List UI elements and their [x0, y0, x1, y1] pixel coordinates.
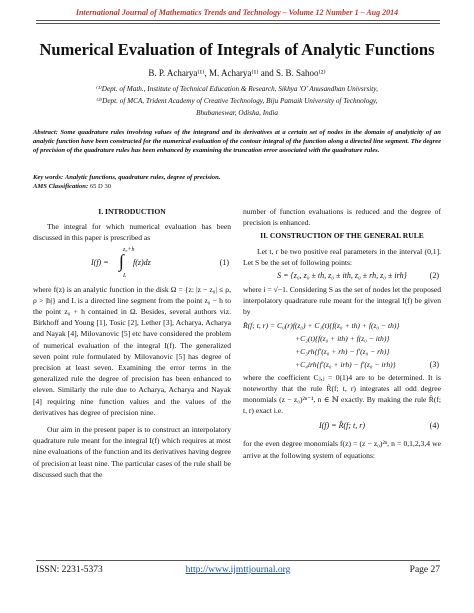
- eq3-line-1: R̂(f; t, r) = C₀(r)f(z₀) + C₁(t){f(z₀ + th) + f(z₀ − th)}: [243, 320, 400, 330]
- page-number: Page 27: [409, 565, 440, 575]
- eq4-body: I(f) = R̂(f; t, r): [318, 421, 366, 431]
- issn: ISSN: 2231-5373: [36, 565, 103, 575]
- abstract-text: Some quadrature rules involving values of the integrand and its derivatives at a certain set of nodes in the domain of analyticity of an analytic function have been constructed for the numerical evaluation of the contour integral of the function along a directed line segment. The degree of precision of the quadrature rules has been enhanced by examining the truncation error associated with the quadrature rules.: [33, 129, 441, 154]
- eq3-number: (3): [429, 359, 439, 369]
- journal-header: International Journal of Mathematics Trends and Technology – Volume 12 Number 1 – Aug 2014: [75, 8, 399, 17]
- intro-paragraph-1: The integral for which numerical evaluation has been discussed in this paper is prescribed as: [33, 222, 231, 243]
- eq2-body: S = {z₀, z₀ ± th, z₀ ± ith, z₀ ± rh, z₀ ± irh}: [277, 271, 407, 281]
- equation-1: [33, 244, 231, 284]
- section-heading-construction: II. CONSTRUCTION OF THE GENERAL RULE: [260, 231, 424, 241]
- construction-paragraph-3: where the coefficient Cⱼ,ⱼ = 0(1)4 are to be determined. It is noteworthy that the rule R̂(f; t, r) integrates all odd degree monomials (z − z₀)²ⁿ⁻¹, n ∈ ℕ exactly. By making the rule R̂(f; t, r) exact i.e.: [243, 372, 441, 416]
- section-heading-introduction: I. INTRODUCTION: [98, 207, 166, 216]
- abstract: [33, 129, 441, 155]
- keywords-text: Analytic functions, quadrature rules, degree of precision.: [64, 174, 221, 181]
- header-rule-2: [36, 23, 440, 24]
- ams-label: AMS Classification:: [33, 183, 89, 190]
- construction-paragraph-4: for the even degree monomials f(z) = (z − z₀)²ⁿ, n = 0,1,2,3,4 we arrive at the following system of equations:: [243, 439, 441, 460]
- equation-2: [243, 268, 441, 284]
- affiliation-2: ⁽²⁾Dept. of MCA, Trident Academy of Creative Technology, Biju Patnaik University of Technology,: [96, 97, 378, 105]
- eq1-integrand: f(z)dz: [133, 257, 151, 267]
- equation-3: [243, 320, 441, 372]
- eq3-line-4: +C₄irh{f′(z₀ + irh) − f′(z₀ − irh)}: [295, 359, 396, 369]
- right-column: [243, 206, 441, 461]
- author-list: B. P. Acharya⁽¹⁾, M. Acharya⁽¹⁾ and S. B. Sahoo⁽²⁾: [148, 68, 326, 78]
- paper-title: Numerical Evaluation of Integrals of Analytic Functions: [39, 40, 435, 59]
- right-paragraph-0: number of function evaluations is reduced and the degree of precision is enhanced.: [243, 207, 441, 228]
- intro-paragraph-2: where f(z) is an analytic function in the disk Ω = {z: |z − z₀| ≤ ρ, ρ > |h|} and L is a directed line segment from the point z₀ − h to the point z₀ + h contained in Ω. Besides, several authors viz. Birkhoff and Young [1], Tosic [2], Lether [3], Acharya, Acharya and Nayak [4], Milovanovic [5] etc have considered the problem of numerical evaluation of the integral I(f). The generalized seven point rule formulated by Milovanovic [5] has degree of precision at least seven. Examining the error terms in the generalized rule the degree of precision has been enhanced to eleven. Similarly the rule due to Acharya, Acharya and Nayak [4] requiring nine function values and the values of the derivatives has degree of precision nine.: [33, 284, 231, 417]
- equation-4: [243, 418, 441, 434]
- eq1-number: (1): [219, 257, 229, 267]
- keywords: [33, 174, 441, 183]
- eq1-lower-limit: L: [123, 272, 127, 279]
- integral-sign: ∫: [119, 250, 124, 271]
- ams-classification: [33, 183, 441, 192]
- eq3-line-3: +C₃rh{f′(z₀ + rh) − f′(z₀ − rh)}: [295, 346, 390, 356]
- abstract-label: Abstract:: [33, 129, 58, 136]
- affiliation-1: ⁽¹⁾Dept. of Math., Institute of Technical Education & Research, Sikhya 'O' Anusandhan Univsrsity,: [96, 85, 378, 93]
- ams-text: 65 D 30: [89, 183, 112, 190]
- header-rule: [36, 20, 440, 21]
- eq2-number: (2): [429, 271, 439, 281]
- footer-rule: [36, 560, 440, 561]
- construction-paragraph-1: Let t, r be two positive real parameters in the interval (0,1]. Let S be the set of following points:: [243, 246, 441, 267]
- eq4-number: (4): [429, 421, 439, 431]
- keywords-label: Key words:: [33, 174, 64, 181]
- left-column: [33, 206, 231, 480]
- journal-url-link[interactable]: http://www.ijmttjournal.org: [185, 565, 291, 575]
- eq3-line-2: +C₂(t){f(z₀ + ith) + f(z₀ − ith)}: [295, 333, 390, 343]
- construction-paragraph-2: where i = √−1. Considering S as the set of nodes let the proposed interpolatory quadrature rule meant for the integral I(f) be given by: [243, 285, 441, 317]
- eq1-lhs: I(f) =: [91, 257, 109, 267]
- intro-paragraph-3: Our aim in the present paper is to construct an interpolatory quadrature rule meant for the integral I(f) which requires at most nine evaluations of the function and its derivatives having degree of precision at least nine. The particular cases of the rule shall be discussed such that the: [33, 425, 232, 479]
- eq1-upper-limit: z₀+h: [123, 246, 135, 253]
- affiliation-3: Bhubaneswar, Odisha, India: [196, 109, 278, 117]
